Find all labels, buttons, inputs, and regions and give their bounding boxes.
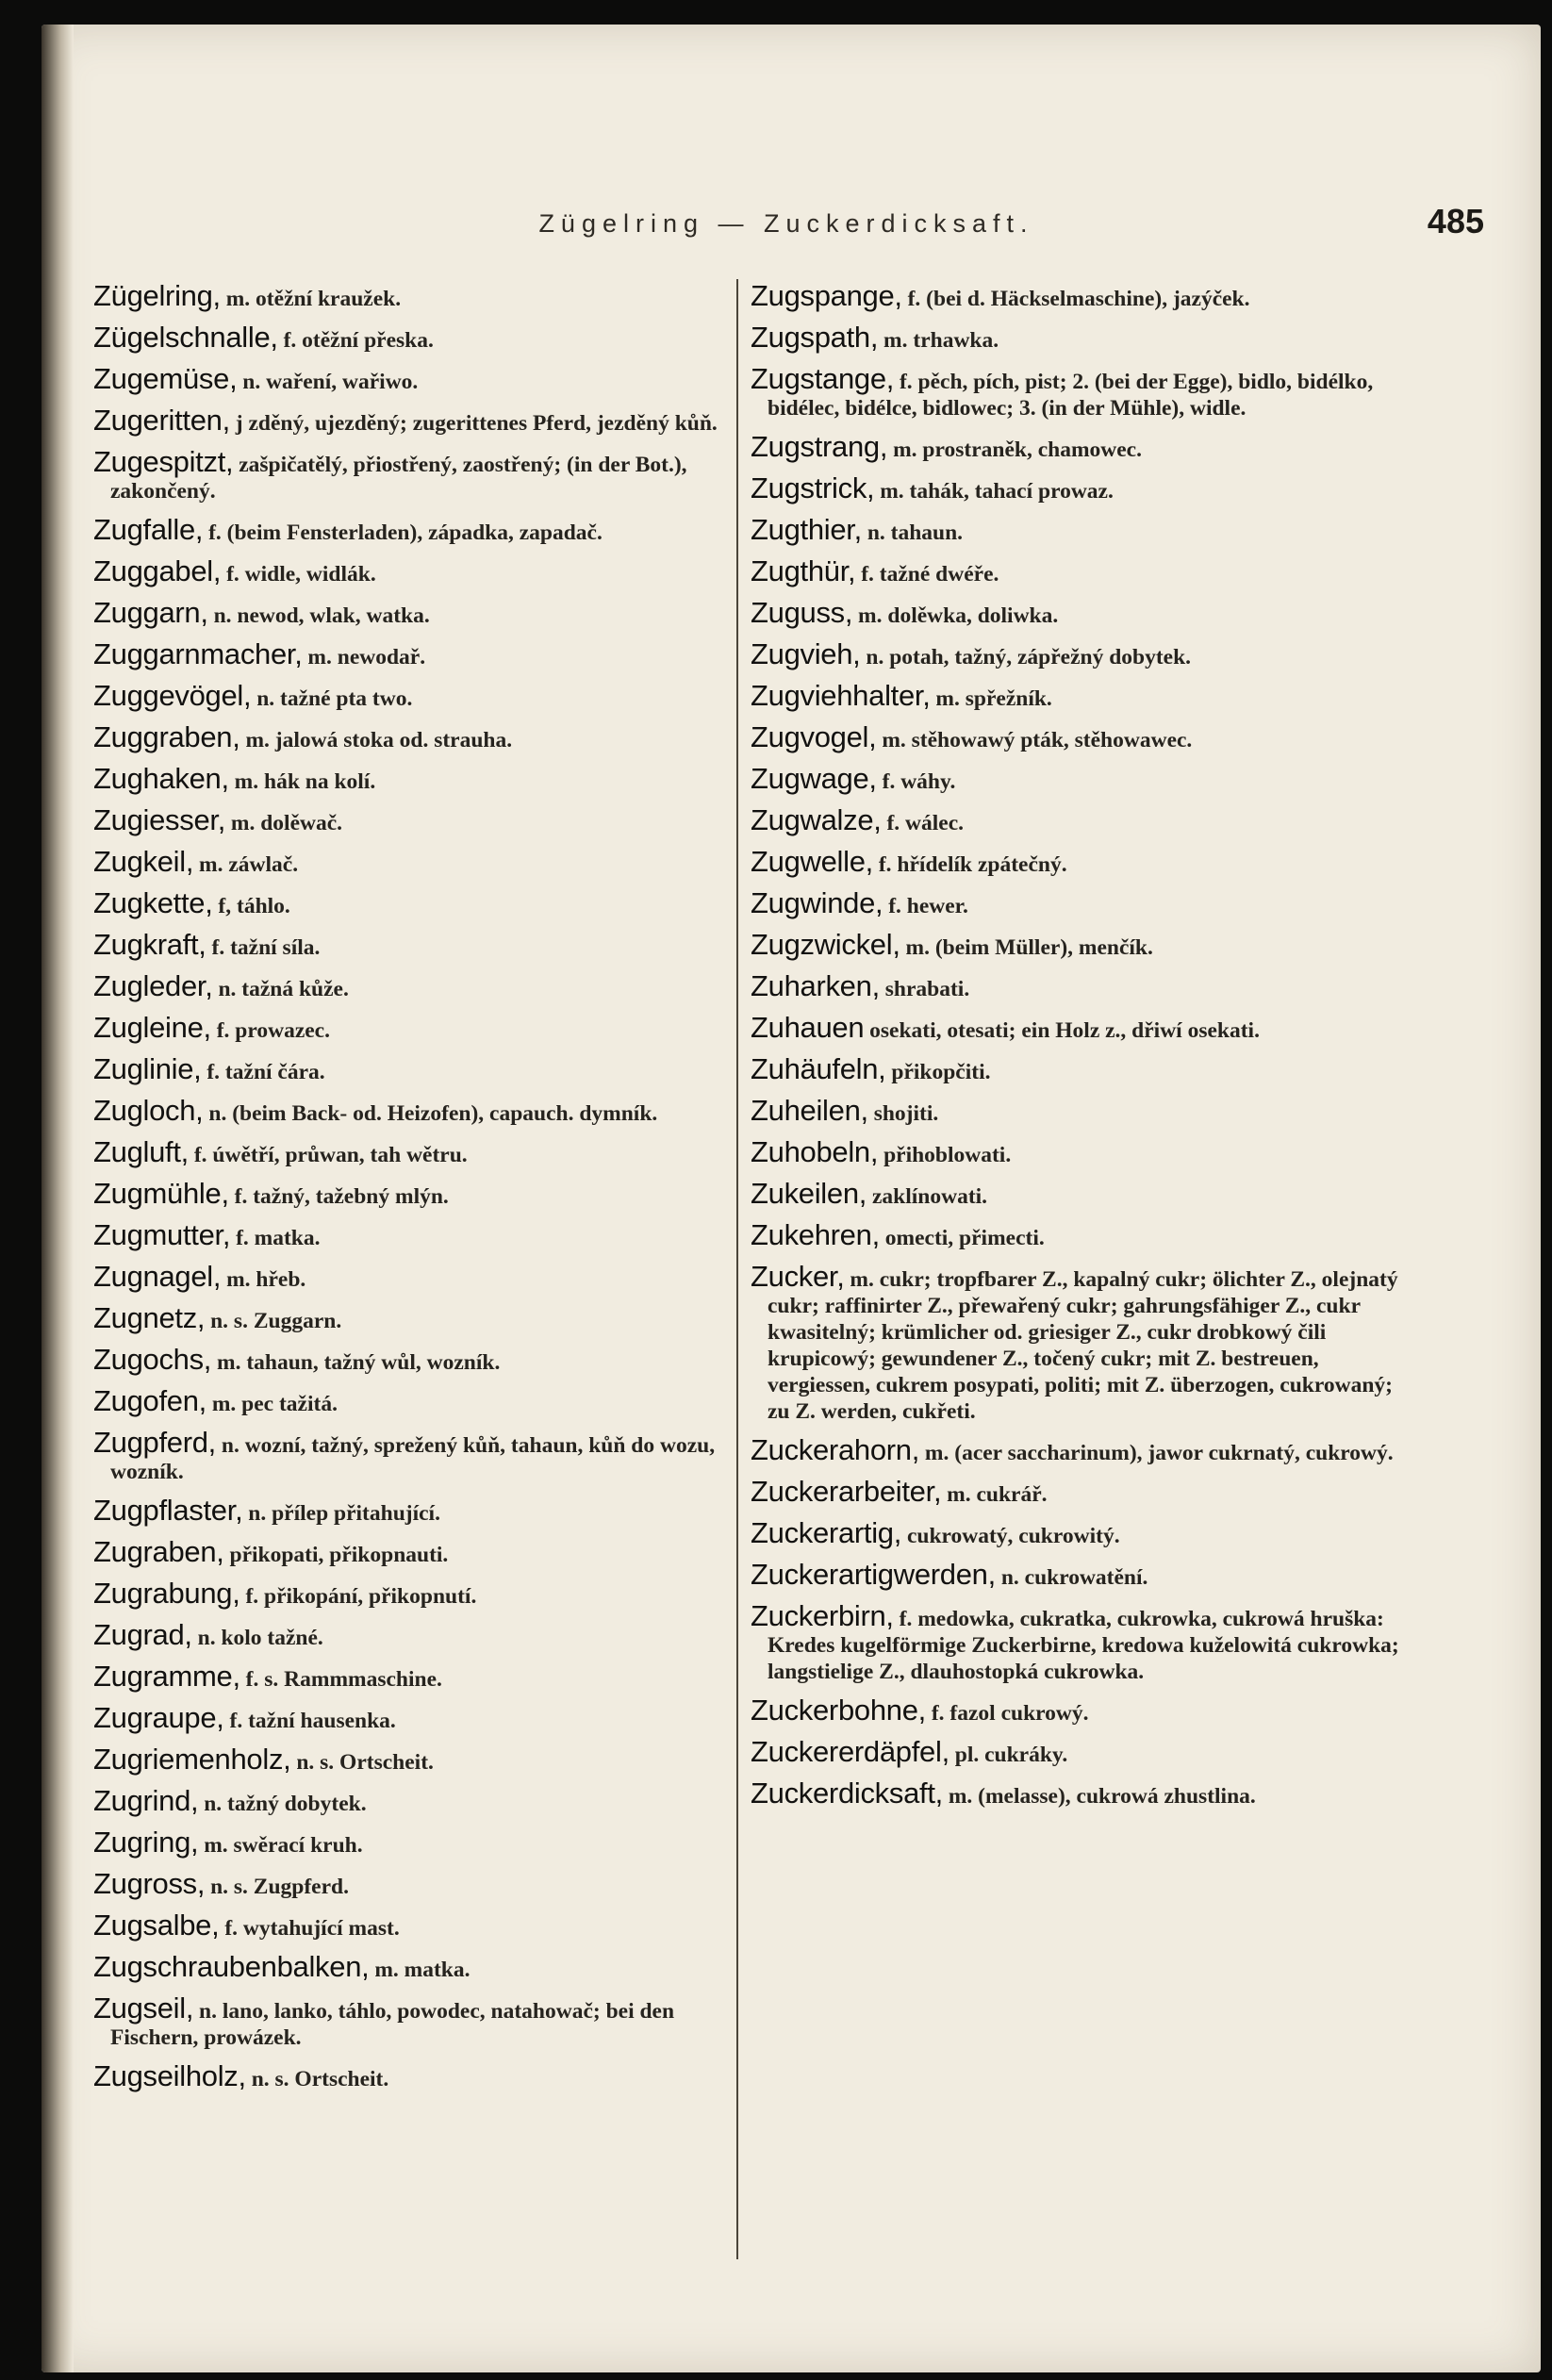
dictionary-entry <box>751 969 1420 1002</box>
entry-headword: Zugofen, <box>93 1384 206 1417</box>
entry-definition: n. s. Ortscheit. <box>290 1750 434 1775</box>
entry-headword: Zugriemenholz, <box>93 1743 291 1776</box>
entry-definition: omecti, přimecti. <box>879 1226 1045 1250</box>
entry-headword: Zugross, <box>93 1867 206 1900</box>
entry-definition: m. záwlač. <box>193 852 299 877</box>
entry-headword: Zuggarn, <box>93 596 208 629</box>
entry-definition: n. tažná kůže. <box>212 977 349 1001</box>
dictionary-entry <box>93 554 725 587</box>
entry-definition: f. widle, widlák. <box>221 562 376 587</box>
entry-definition: shrabati. <box>879 977 970 1001</box>
dictionary-entry <box>93 362 725 395</box>
entry-headword: Zugmühle, <box>93 1177 229 1210</box>
entry-definition: n. s. Zuggarn. <box>205 1309 342 1333</box>
entry-headword: Zuglinie, <box>93 1052 202 1085</box>
entry-definition: n. cukrowatění. <box>995 1565 1148 1590</box>
entry-headword: Zugspath, <box>751 321 879 354</box>
entry-headword: Zugseilholz, <box>93 2059 246 2092</box>
entry-definition: f. tažní čára. <box>201 1060 325 1084</box>
dictionary-entry <box>751 803 1420 836</box>
page-number: 485 <box>1427 202 1484 240</box>
entry-definition: m. prostraněk, chamowec. <box>887 438 1142 462</box>
entry-definition: n. s. Ortscheit. <box>245 2067 389 2091</box>
dictionary-entry <box>93 1218 725 1251</box>
entry-definition: f. tažné dwéře. <box>855 562 999 587</box>
entry-definition: n. přílep přitahující. <box>242 1501 440 1526</box>
entry-definition: přikopati, přikopnauti. <box>223 1543 449 1567</box>
entry-definition: m. swěrací kruh. <box>198 1833 363 1858</box>
entry-definition: f. tažní hausenka. <box>223 1709 396 1733</box>
entry-definition: m. cukrář. <box>941 1482 1048 1507</box>
dictionary-entry <box>751 321 1420 354</box>
entry-headword: Zuharken, <box>751 969 880 1002</box>
entry-headword: Zugstange, <box>751 362 895 395</box>
dictionary-entry <box>93 720 725 753</box>
entry-definition: n. waření, wařiwo. <box>237 370 419 394</box>
dictionary-entry <box>751 1599 1420 1685</box>
entry-definition: m. stěhowawý pták, stěhowawec. <box>876 728 1193 752</box>
entry-headword: Zugzwickel, <box>751 928 900 961</box>
entry-definition: m. hák na kolí. <box>228 769 376 794</box>
running-head: Zügelring — Zuckerdicksaft. <box>538 209 1034 238</box>
dictionary-entry <box>751 928 1420 961</box>
entry-headword: Zugsalbe, <box>93 1909 220 1942</box>
entry-headword: Zuckerartigwerden, <box>751 1558 996 1591</box>
entry-headword: Zugnetz, <box>93 1301 206 1334</box>
entry-definition: f. wálec. <box>881 811 965 835</box>
entry-headword: Zugraupe, <box>93 1701 224 1734</box>
entry-definition: přikopčiti. <box>885 1060 991 1084</box>
dictionary-entry <box>751 1177 1420 1210</box>
entry-headword: Zugvogel, <box>751 720 877 753</box>
entry-headword: Zugnagel, <box>93 1260 222 1293</box>
dictionary-entry <box>93 279 725 312</box>
dictionary-entry <box>93 1301 725 1334</box>
left-column <box>93 279 725 2105</box>
entry-headword: Zugvieh, <box>751 637 861 670</box>
entry-definition: m. (acer saccharinum), jawor cukrnatý, cukrowý. <box>919 1441 1394 1465</box>
dictionary-entry <box>93 762 725 795</box>
entry-definition: m. trhawka. <box>878 328 999 353</box>
entry-headword: Zuheilen, <box>751 1094 868 1127</box>
entry-definition: n. potah, tažný, zápřežný dobytek. <box>860 645 1192 669</box>
dictionary-entry <box>93 1384 725 1417</box>
dictionary-entry <box>93 1618 725 1651</box>
entry-definition: n. newod, wlak, watka. <box>207 603 430 628</box>
entry-headword: Zukeilen, <box>751 1177 867 1210</box>
dictionary-entry <box>751 679 1420 712</box>
dictionary-entry <box>93 1535 725 1568</box>
entry-headword: Zuhauen <box>751 1011 865 1044</box>
entry-definition: pl. cukráky. <box>949 1743 1068 1767</box>
entry-headword: Zuggarnmacher, <box>93 637 303 670</box>
entry-headword: Zuhobeln, <box>751 1135 879 1168</box>
entry-headword: Zuckererdäpfel, <box>751 1735 949 1768</box>
dictionary-entry <box>751 430 1420 463</box>
dictionary-entry <box>93 1909 725 1942</box>
entry-definition: n. lano, lanko, táhlo, powodec, natahowač; bei den Fischern, prowázek. <box>110 1999 675 2050</box>
entry-definition: n. tažné pta two. <box>251 686 413 711</box>
entry-headword: Zugemüse, <box>93 362 238 395</box>
dictionary-entry <box>93 1343 725 1376</box>
dictionary-entry <box>93 1577 725 1610</box>
dictionary-entry <box>751 554 1420 587</box>
dictionary-entry <box>93 321 725 354</box>
dictionary-entry <box>93 637 725 670</box>
dictionary-entry <box>93 1992 725 2051</box>
entry-definition: n. tahaun. <box>861 521 964 545</box>
entry-headword: Zughaken, <box>93 762 229 795</box>
entry-headword: Zugstrick, <box>751 471 875 504</box>
entry-definition: f. wáhy. <box>876 769 956 794</box>
entry-definition: f. medowka, cukratka, cukrowka, cukrowá hruška: Kredes kugelförmige Zuckerbirne, kredowa kuželowitá cukrowka; langstielige Z., dlauhostopká cukrowka. <box>768 1607 1399 1684</box>
dictionary-entry <box>93 1011 725 1044</box>
entry-headword: Zuckerbohne, <box>751 1694 926 1727</box>
dictionary-entry <box>751 845 1420 878</box>
dictionary-entry <box>93 1701 725 1734</box>
entry-headword: Zugstrang, <box>751 430 888 463</box>
entry-definition: n. s. Zugpferd. <box>205 1875 349 1899</box>
entry-headword: Zugeritten, <box>93 404 230 437</box>
right-column <box>751 279 1420 1822</box>
dictionary-entry <box>93 928 725 961</box>
dictionary-entry <box>93 1426 725 1485</box>
entry-headword: Zuckerartig, <box>751 1516 902 1549</box>
dictionary-entry <box>751 513 1420 546</box>
entry-headword: Zugkraft, <box>93 928 206 961</box>
entry-headword: Zugraben, <box>93 1535 224 1568</box>
dictionary-entry <box>751 886 1420 919</box>
entry-definition: f. tažný, tažebný mlýn. <box>228 1184 449 1209</box>
entry-definition: m. (melasse), cukrowá zhustlina. <box>942 1784 1256 1809</box>
entry-headword: Zugspange, <box>751 279 902 312</box>
entry-definition: shojiti. <box>867 1101 939 1126</box>
dictionary-entry <box>751 1694 1420 1727</box>
dictionary-entry <box>93 513 725 546</box>
entry-definition: f. fazol cukrowý. <box>925 1701 1089 1726</box>
entry-headword: Zugiesser, <box>93 803 226 836</box>
entry-definition: přihoblowati. <box>878 1143 1012 1167</box>
dictionary-entry <box>93 404 725 437</box>
entry-definition: f. hewer. <box>883 894 968 918</box>
entry-definition: m. newodař. <box>302 645 426 669</box>
entry-definition: m. tahaun, tažný wůl, wozník. <box>211 1350 501 1375</box>
dictionary-entry <box>751 1218 1420 1251</box>
entry-definition: j zděný, ujezděný; zugerittenes Pferd, jezděný kůň. <box>229 411 718 436</box>
dictionary-entry <box>751 362 1420 421</box>
dictionary-entry <box>751 1011 1420 1044</box>
entry-definition: f. matka. <box>230 1226 321 1250</box>
dictionary-entry <box>751 1735 1420 1768</box>
entry-definition: osekati, otesati; ein Holz z., dřiwí osekati. <box>864 1018 1260 1043</box>
dictionary-entry <box>93 969 725 1002</box>
entry-definition: f. (beim Fensterladen), západka, zapadač. <box>203 521 603 545</box>
dictionary-entry <box>751 762 1420 795</box>
entry-headword: Zugwalze, <box>751 803 882 836</box>
dictionary-entry <box>93 1784 725 1817</box>
entry-headword: Zuckerbirn, <box>751 1599 894 1632</box>
entry-headword: Zugseil, <box>93 1992 194 2025</box>
entry-definition: f. wytahující mast. <box>219 1916 400 1941</box>
dictionary-entry <box>93 1135 725 1168</box>
entry-definition: n. (beim Back- od. Heizofen), capauch. dymník. <box>203 1101 658 1126</box>
dictionary-entry <box>93 1743 725 1776</box>
dictionary-entry <box>93 2059 725 2092</box>
dictionary-entry <box>751 596 1420 629</box>
entry-headword: Zugwage, <box>751 762 877 795</box>
dictionary-entry <box>93 1867 725 1900</box>
dictionary-entry <box>751 1777 1420 1810</box>
dictionary-entry <box>751 1475 1420 1508</box>
entry-headword: Zügelring, <box>93 279 221 312</box>
dictionary-page <box>41 25 1541 2372</box>
entry-headword: Zugpflaster, <box>93 1494 243 1527</box>
entry-headword: Zugthier, <box>751 513 862 546</box>
entry-definition: m. cukr; tropfbarer Z., kapalný cukr; ölichter Z., olejnatý cukr; raffinirter Z., přewařený cukr; gahrungsfähiger Z., cukr kwasitelný; krümlicher od. griesiger Z., cukr drobkowý čili krupicowý; gewundener Z., točený cukr; mit Z. bestreuen, vergiessen, cukrem posypati, politi; mit Z. überzogen, cukrowaný; zu Z. werden, cukřeti. <box>768 1267 1398 1424</box>
entry-headword: Zugleine, <box>93 1011 211 1044</box>
entry-headword: Zugmutter, <box>93 1218 231 1251</box>
entry-headword: Zuckerdicksaft, <box>751 1777 943 1810</box>
entry-headword: Zugrind, <box>93 1784 199 1817</box>
entry-headword: Zugschraubenbalken, <box>93 1950 370 1983</box>
entry-definition: cukrowatý, cukrowitý. <box>901 1524 1120 1548</box>
dictionary-entry <box>93 886 725 919</box>
dictionary-entry <box>751 637 1420 670</box>
dictionary-entry <box>93 1494 725 1527</box>
entry-headword: Zugochs, <box>93 1343 212 1376</box>
entry-definition: f. s. Rammmaschine. <box>239 1667 442 1692</box>
entry-headword: Zukehren, <box>751 1218 880 1251</box>
entry-headword: Zugviehhalter, <box>751 679 931 712</box>
entry-definition: n. wozní, tažný, sprežený kůň, tahaun, kůň do wozu, wozník. <box>110 1433 716 1484</box>
entry-headword: Zugkette, <box>93 886 213 919</box>
dictionary-entry <box>93 845 725 878</box>
entry-headword: Zugthür, <box>751 554 856 587</box>
dictionary-entry <box>93 1052 725 1085</box>
entry-headword: Zugwinde, <box>751 886 883 919</box>
entry-definition: f. úwětří, průwan, tah wětru. <box>188 1143 468 1167</box>
entry-headword: Zugpferd, <box>93 1426 216 1459</box>
entry-definition: f. hřídelík zpátečný. <box>872 852 1067 877</box>
dictionary-entry <box>751 471 1420 504</box>
entry-headword: Zuhäufeln, <box>751 1052 886 1085</box>
dictionary-entry <box>751 1516 1420 1549</box>
entry-definition: f. tažní síla. <box>206 935 321 960</box>
entry-definition: f. otěžní přeska. <box>277 328 434 353</box>
entry-definition: zašpičatělý, přiostřený, zaostřený; (in der Bot.), zakončený. <box>110 453 687 504</box>
dictionary-entry <box>751 1558 1420 1591</box>
dictionary-entry <box>93 1177 725 1210</box>
dictionary-entry <box>751 1094 1420 1127</box>
entry-headword: Zuggraben, <box>93 720 240 753</box>
entry-definition: f, táhlo. <box>212 894 290 918</box>
dictionary-entry <box>93 1660 725 1693</box>
dictionary-entry <box>93 445 725 504</box>
dictionary-entry <box>93 1260 725 1293</box>
entry-definition: n. kolo tažné. <box>191 1626 323 1650</box>
dictionary-entry <box>93 1094 725 1127</box>
dictionary-entry <box>751 1260 1420 1425</box>
entry-definition: f. pěch, pích, pist; 2. (bei der Egge), bidlo, bidélko, bidélec, bidélce, bidlowec; 3. (in der Mühle), widle. <box>768 370 1374 421</box>
entry-definition: f. přikopání, přikopnutí. <box>239 1584 477 1609</box>
entry-headword: Zugkeil, <box>93 845 194 878</box>
entry-definition: zaklínowati. <box>867 1184 988 1209</box>
dictionary-entry <box>93 1826 725 1859</box>
entry-definition: m. pec tažitá. <box>206 1392 338 1416</box>
entry-definition: m. jalowá stoka od. strauha. <box>239 728 513 752</box>
entry-headword: Zugrad, <box>93 1618 192 1651</box>
dictionary-entry <box>751 1052 1420 1085</box>
entry-definition: m. matka. <box>369 1958 471 1982</box>
dictionary-entry <box>751 1135 1420 1168</box>
entry-headword: Zuckerahorn, <box>751 1433 920 1466</box>
entry-definition: f. prowazec. <box>210 1018 330 1043</box>
entry-headword: Zugluft, <box>93 1135 189 1168</box>
dictionary-entry <box>751 720 1420 753</box>
entry-headword: Zugring, <box>93 1826 199 1859</box>
dictionary-entry <box>93 596 725 629</box>
column-divider <box>736 279 738 2259</box>
entry-headword: Zugleder, <box>93 969 213 1002</box>
entry-headword: Zuggevögel, <box>93 679 252 712</box>
entry-headword: Zugfalle, <box>93 513 204 546</box>
entry-headword: Zuggabel, <box>93 554 222 587</box>
entry-definition: f. (bei d. Häckselmaschine), jazýček. <box>901 287 1250 311</box>
entry-headword: Zuckerarbeiter, <box>751 1475 942 1508</box>
entry-headword: Zugwelle, <box>751 845 873 878</box>
entry-headword: Zucker, <box>751 1260 845 1293</box>
book-binding <box>41 25 74 2372</box>
entry-headword: Zügelschnalle, <box>93 321 278 354</box>
dictionary-entry <box>93 679 725 712</box>
entry-headword: Zugespitzt, <box>93 445 234 478</box>
entry-definition: m. (beim Müller), menčík. <box>900 935 1153 960</box>
entry-headword: Zugramme, <box>93 1660 240 1693</box>
entry-definition: m. dolěwka, doliwka. <box>852 603 1059 628</box>
entry-definition: m. tahák, tahací prowaz. <box>874 479 1114 504</box>
entry-headword: Zugloch, <box>93 1094 204 1127</box>
dictionary-entry <box>751 1433 1420 1466</box>
dictionary-entry <box>751 279 1420 312</box>
entry-definition: n. tažný dobytek. <box>198 1792 367 1816</box>
entry-headword: Zuguss, <box>751 596 853 629</box>
entry-definition: m. hřeb. <box>221 1267 306 1292</box>
dictionary-entry <box>93 803 725 836</box>
entry-definition: m. dolěwač. <box>225 811 343 835</box>
dictionary-entry <box>93 1950 725 1983</box>
entry-definition: m. otěžní kraužek. <box>220 287 402 311</box>
entry-definition: m. spřežník. <box>930 686 1052 711</box>
entry-headword: Zugrabung, <box>93 1577 240 1610</box>
